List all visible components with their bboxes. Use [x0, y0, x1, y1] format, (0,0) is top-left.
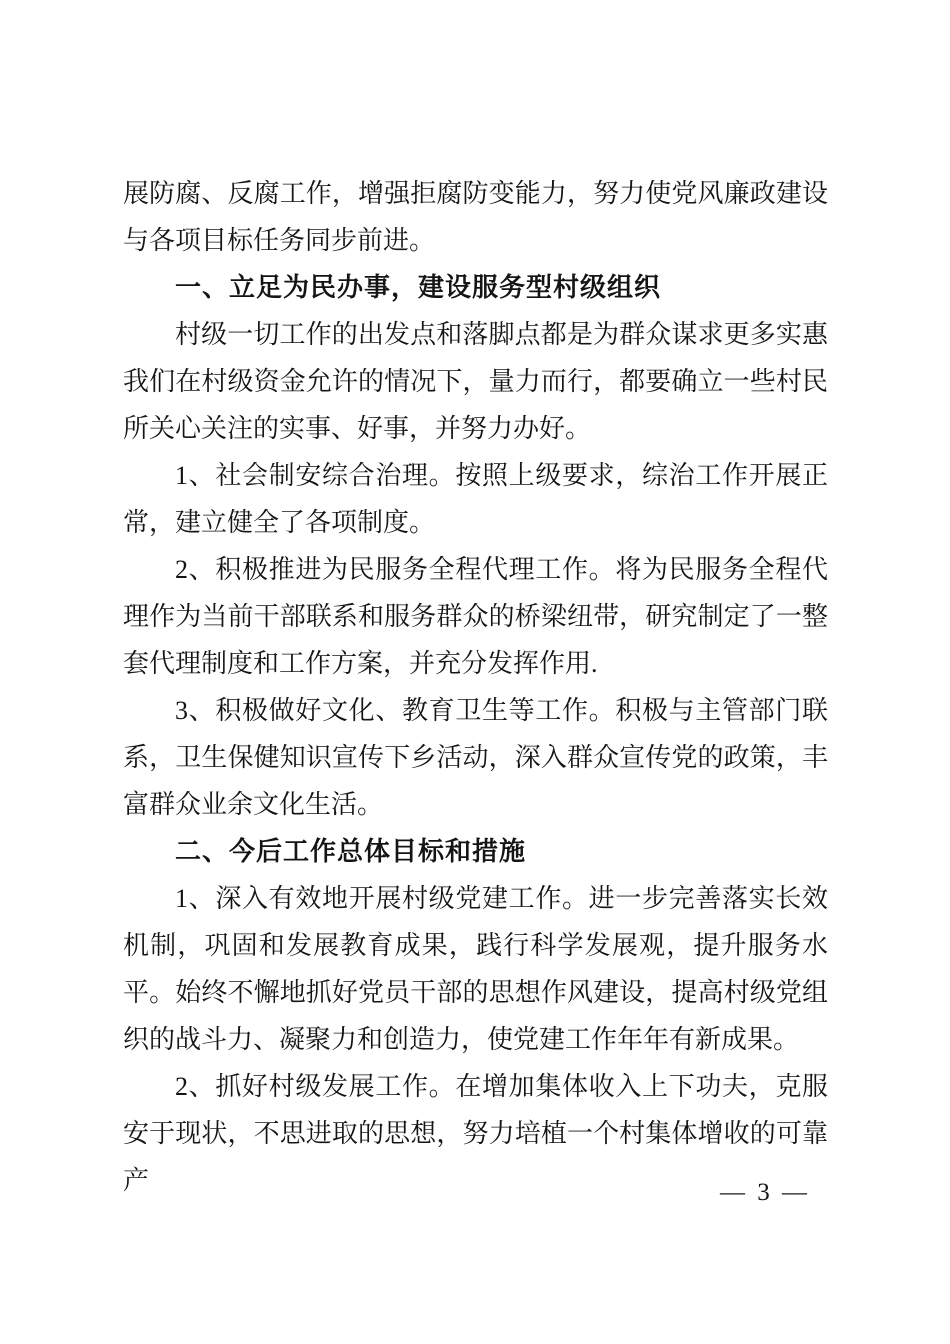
paragraph: 1、深入有效地开展村级党建工作。进一步完善落实长效机制，巩固和发展教育成果，践行科学发展观，提升服务水平。始终不懈地抓好党员干部的思想作风建设，提高村级党组织的战斗力、凝聚力和创造力，使党建工作年年有新成果。: [123, 884, 828, 1054]
paragraph: 2、积极推进为民服务全程代理工作。将为民服务全程代理作为当前干部联系和服务群众的桥梁纽带，研究制定了一整套代理制度和工作方案，并充分发挥作用.: [123, 555, 828, 678]
section-heading-1: 一、立足为民办事，建设服务型村级组织: [175, 272, 662, 302]
paragraph: 村级一切工作的出发点和落脚点都是为群众谋求更多实惠我们在村级资金允许的情况下，量力而行，都要确立一些村民所关心关注的实事、好事，并努力办好。: [123, 320, 828, 443]
paragraph: 2、抓好村级发展工作。在增加集体收入上下功夫，克服安于现状，不思进取的思想，努力培植一个村集体增收的可靠产: [123, 1072, 828, 1195]
paragraph-continuation: 展防腐、反腐工作，增强拒腐防变能力，努力使党风廉政建设与各项目标任务同步前进。: [123, 179, 828, 255]
paragraph: 3、积极做好文化、教育卫生等工作。积极与主管部门联系，卫生保健知识宣传下乡活动，深入群众宣传党的政策，丰富群众业余文化生活。: [123, 696, 828, 819]
paragraph: 1、社会制安综合治理。按照上级要求，综治工作开展正常，建立健全了各项制度。: [123, 461, 828, 537]
section-heading-2: 二、今后工作总体目标和措施: [175, 836, 527, 866]
page-number: — 3 —: [720, 1179, 810, 1206]
